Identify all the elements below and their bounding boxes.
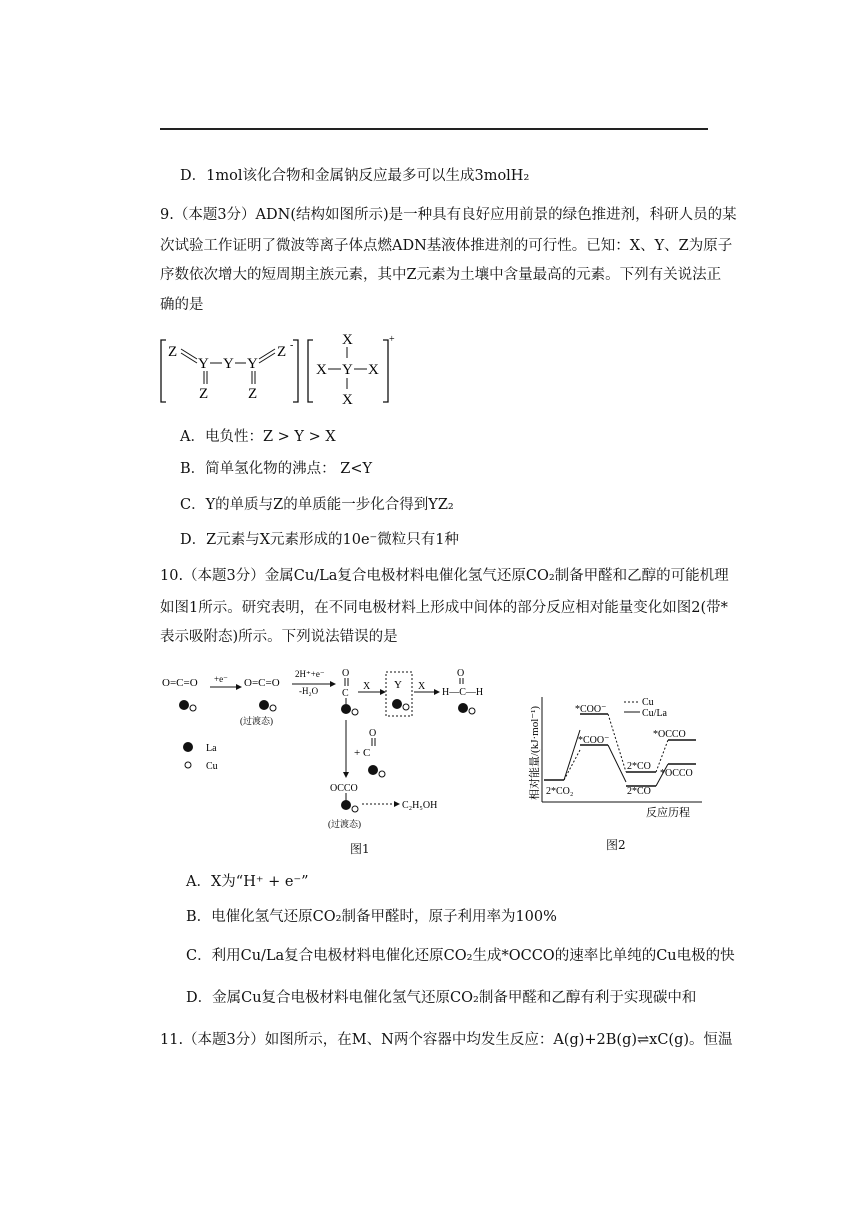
legend-cu: Cu xyxy=(642,697,654,708)
plus-charge: + xyxy=(389,334,395,345)
transition-label: (过渡态) xyxy=(240,716,273,726)
q9-option-b: B．简单氢化物的沸点： Z<Y xyxy=(180,461,373,477)
y-atom: Y xyxy=(223,356,234,372)
q9-option-d: D．Z元素与X元素形成的10e⁻微粒只有1种 xyxy=(180,532,459,548)
label-2co2: 2*CO₂ xyxy=(546,786,574,797)
svg-text:O: O xyxy=(369,728,377,739)
cu-atom xyxy=(469,708,475,714)
la-atom xyxy=(259,700,269,710)
svg-text:C: C xyxy=(342,688,349,699)
label-2co-cu: 2*CO xyxy=(627,761,651,772)
svg-text:O: O xyxy=(457,668,465,679)
y-atom: Y xyxy=(247,356,258,372)
y-atom: Y xyxy=(342,362,353,378)
cu-atom xyxy=(190,705,196,711)
label-coo-cu: *COO⁻ xyxy=(575,704,607,715)
cu-atom xyxy=(270,705,276,711)
legend-cu: Cu xyxy=(206,761,218,772)
la-atom xyxy=(368,765,378,775)
minus-charge: - xyxy=(290,340,294,351)
svg-text:O: O xyxy=(342,668,350,679)
x-atom: X xyxy=(342,392,353,408)
q8-option-d: D．1mol该化合物和金属钠反应最多可以生成3molH₂ xyxy=(180,168,530,184)
cu-atom xyxy=(352,709,358,715)
legend-la: La xyxy=(206,743,217,754)
legend-cu-la: Cu/La xyxy=(642,708,667,719)
x-arrow-label: X xyxy=(418,681,426,692)
q10-option-d: D．金属Cu复合电极材料电催化氢气还原CO₂制备甲醛和乙醇有利于实现碳中和 xyxy=(186,990,697,1006)
z-atom: Z xyxy=(168,344,178,360)
q9-stem-line3: 序数依次增大的短周期主族元素，其中Z元素为土壤中含量最高的元素。下列有关说法正 xyxy=(160,267,722,283)
z-atom: Z xyxy=(277,344,287,360)
q9-stem-line2: 次试验工作证明了微波等离子体点燃ADN基液体推进剂的可行性。已知：X、Y、Z为原子 xyxy=(160,238,733,254)
x-atom: X xyxy=(316,362,327,378)
y-intermediate: Y xyxy=(394,679,402,691)
cu-atom xyxy=(352,806,358,812)
la-atom xyxy=(179,700,189,710)
label-coo-cula: *COO⁻ xyxy=(578,735,610,746)
cu-atom xyxy=(403,704,409,710)
label-occo-cu: *OCCO xyxy=(653,729,686,740)
z-atom: Z xyxy=(248,386,258,402)
occo-label: OCCO xyxy=(330,783,358,794)
q10-option-b: B．电催化氢气还原CO₂制备甲醛时，原子利用率为100% xyxy=(186,909,557,925)
q9-stem-line4: 确的是 xyxy=(160,297,204,313)
y-axis-label: 相对能量/(kJ·mol⁻¹) xyxy=(529,705,541,800)
step-minus-water: -H₂O xyxy=(299,686,319,696)
x-axis-label: 反应历程 xyxy=(646,807,690,819)
q9-option-a: A．电负性：Z > Y > X xyxy=(180,429,336,445)
co2-anion-label: O=C=O xyxy=(244,677,280,689)
la-atom xyxy=(458,703,468,713)
co2-label: O=C=O xyxy=(162,677,198,689)
q9-stem-line1: 9.（本题3分）ADN(结构如图所示)是一种具有良好应用前景的绿色推进剂，科研人员的某 xyxy=(160,207,737,223)
figure-1-caption: 图1 xyxy=(350,842,370,856)
formaldehyde-label: H—C—H xyxy=(442,687,484,698)
la-atom xyxy=(341,704,351,714)
figure-2-energy-diagram xyxy=(520,692,710,822)
x-arrow-label: X xyxy=(363,681,371,692)
la-atom xyxy=(341,800,351,810)
la-atom xyxy=(392,699,402,709)
q10-option-c: C．利用Cu/La复合电极材料电催化还原CO₂生成*OCCO的速率比单纯的Cu电极的快 xyxy=(186,948,735,964)
x-atom: X xyxy=(368,362,379,378)
q11-stem-line1: 11.（本题3分）如图所示，在M、N两个容器中均发生反应：A(g)+2B(g)⇌xC(g)。恒温 xyxy=(160,1032,733,1048)
x-atom: X xyxy=(342,332,353,348)
step-plus-e: +e⁻ xyxy=(214,674,228,684)
label-2co-cula: 2*CO xyxy=(627,786,651,797)
q10-stem-line1: 10.（本题3分）金属Cu/La复合电极材料电催化氢气还原CO₂制备甲醛和乙醇的可能机理 xyxy=(160,568,729,584)
cu-atom xyxy=(379,771,385,777)
label-occo-cula: *OCCO xyxy=(660,768,693,779)
legend-la-marker xyxy=(183,742,193,752)
z-atom: Z xyxy=(199,386,209,402)
figure-1-mechanism xyxy=(158,664,498,834)
adn-structure xyxy=(158,326,398,412)
header-rule xyxy=(160,128,708,130)
legend-cu-marker xyxy=(185,762,191,768)
q9-option-c: C．Y的单质与Z的单质能一步化合得到YZ₂ xyxy=(180,497,454,513)
ethanol-label: C₂H₅OH xyxy=(402,800,438,811)
plus-c-label: + C xyxy=(354,747,371,759)
transition-label: (过渡态) xyxy=(328,819,361,829)
q10-stem-line2: 如图1所示。研究表明，在不同电极材料上形成中间体的部分反应相对能量变化如图2(带* xyxy=(160,600,728,616)
y-atom: Y xyxy=(198,356,209,372)
q10-stem-line3: 表示吸附态)所示。下列说法错误的是 xyxy=(160,629,398,645)
q10-option-a: A．X为“H⁺ + e⁻” xyxy=(186,874,309,890)
figure-2-caption: 图2 xyxy=(606,838,626,852)
step-2h-e: 2H⁺+e⁻ xyxy=(295,669,325,679)
